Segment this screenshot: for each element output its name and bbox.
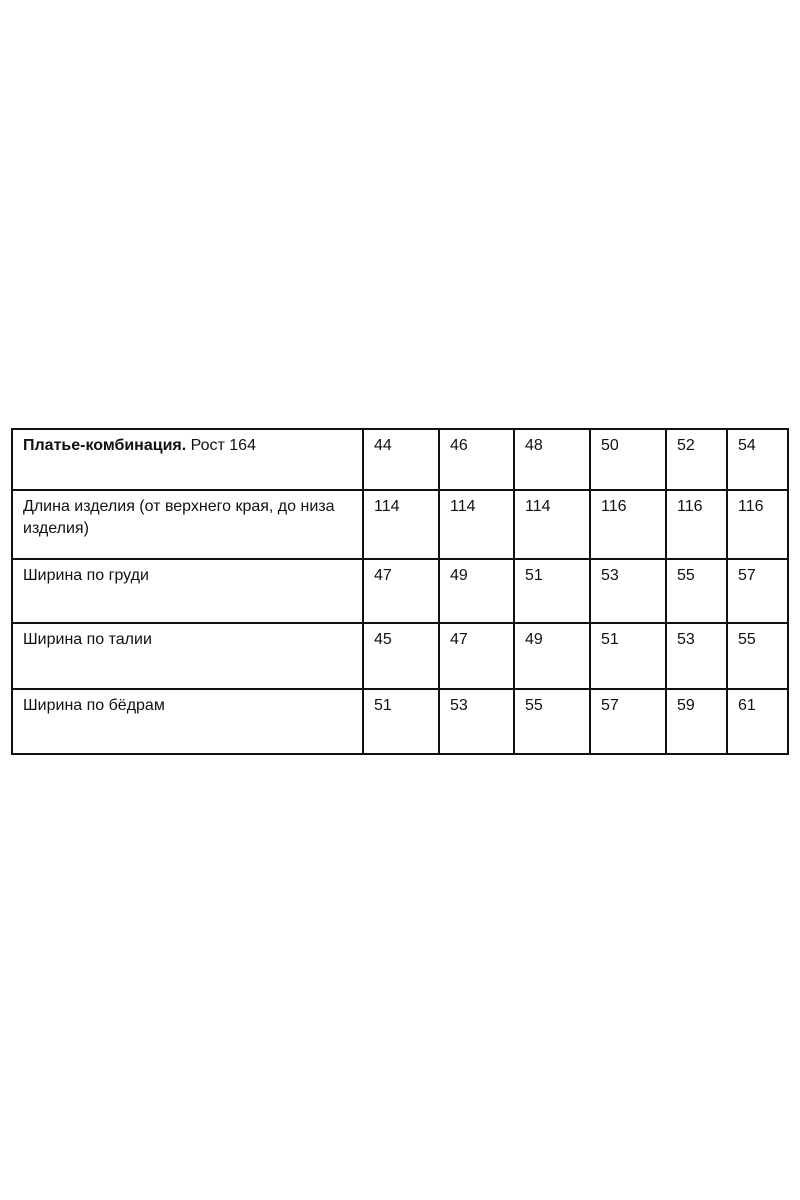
table-cell: 51	[590, 623, 666, 689]
table-cell: 51	[514, 559, 590, 623]
table-cell: 57	[727, 559, 788, 623]
table-row	[12, 623, 788, 689]
size-header: 52	[666, 429, 727, 490]
table-cell: 114	[363, 490, 439, 559]
table-cell: 55	[514, 689, 590, 754]
table-cell: 59	[666, 689, 727, 754]
table-row	[12, 490, 788, 559]
table-row	[12, 559, 788, 623]
product-title-cell	[12, 429, 363, 490]
table-cell: 57	[590, 689, 666, 754]
table-cell: 61	[727, 689, 788, 754]
table-cell: 114	[514, 490, 590, 559]
product-name: Платье-комбинация.	[23, 437, 187, 454]
table-cell: 45	[363, 623, 439, 689]
row-label: Ширина по груди	[12, 559, 363, 623]
table-cell: 55	[727, 623, 788, 689]
table-cell: 53	[666, 623, 727, 689]
table-cell: 51	[363, 689, 439, 754]
table-cell: 49	[439, 559, 514, 623]
table-cell: 116	[590, 490, 666, 559]
size-chart-table	[11, 428, 789, 755]
table-cell: 49	[514, 623, 590, 689]
table-cell: 53	[439, 689, 514, 754]
header-row	[12, 429, 788, 490]
table-cell: 47	[363, 559, 439, 623]
size-header: 48	[514, 429, 590, 490]
table-cell: 55	[666, 559, 727, 623]
row-label: Длина изделия (от верхнего края, до низа изделия)	[12, 490, 363, 559]
row-label: Ширина по бёдрам	[12, 689, 363, 754]
height-note: Рост 164	[186, 437, 256, 454]
table-cell: 116	[727, 490, 788, 559]
table-cell: 114	[439, 490, 514, 559]
size-header: 50	[590, 429, 666, 490]
table-cell: 116	[666, 490, 727, 559]
table-cell: 53	[590, 559, 666, 623]
table-row	[12, 689, 788, 754]
table-cell: 47	[439, 623, 514, 689]
size-header: 46	[439, 429, 514, 490]
size-header: 54	[727, 429, 788, 490]
row-label: Ширина по талии	[12, 623, 363, 689]
size-header: 44	[363, 429, 439, 490]
